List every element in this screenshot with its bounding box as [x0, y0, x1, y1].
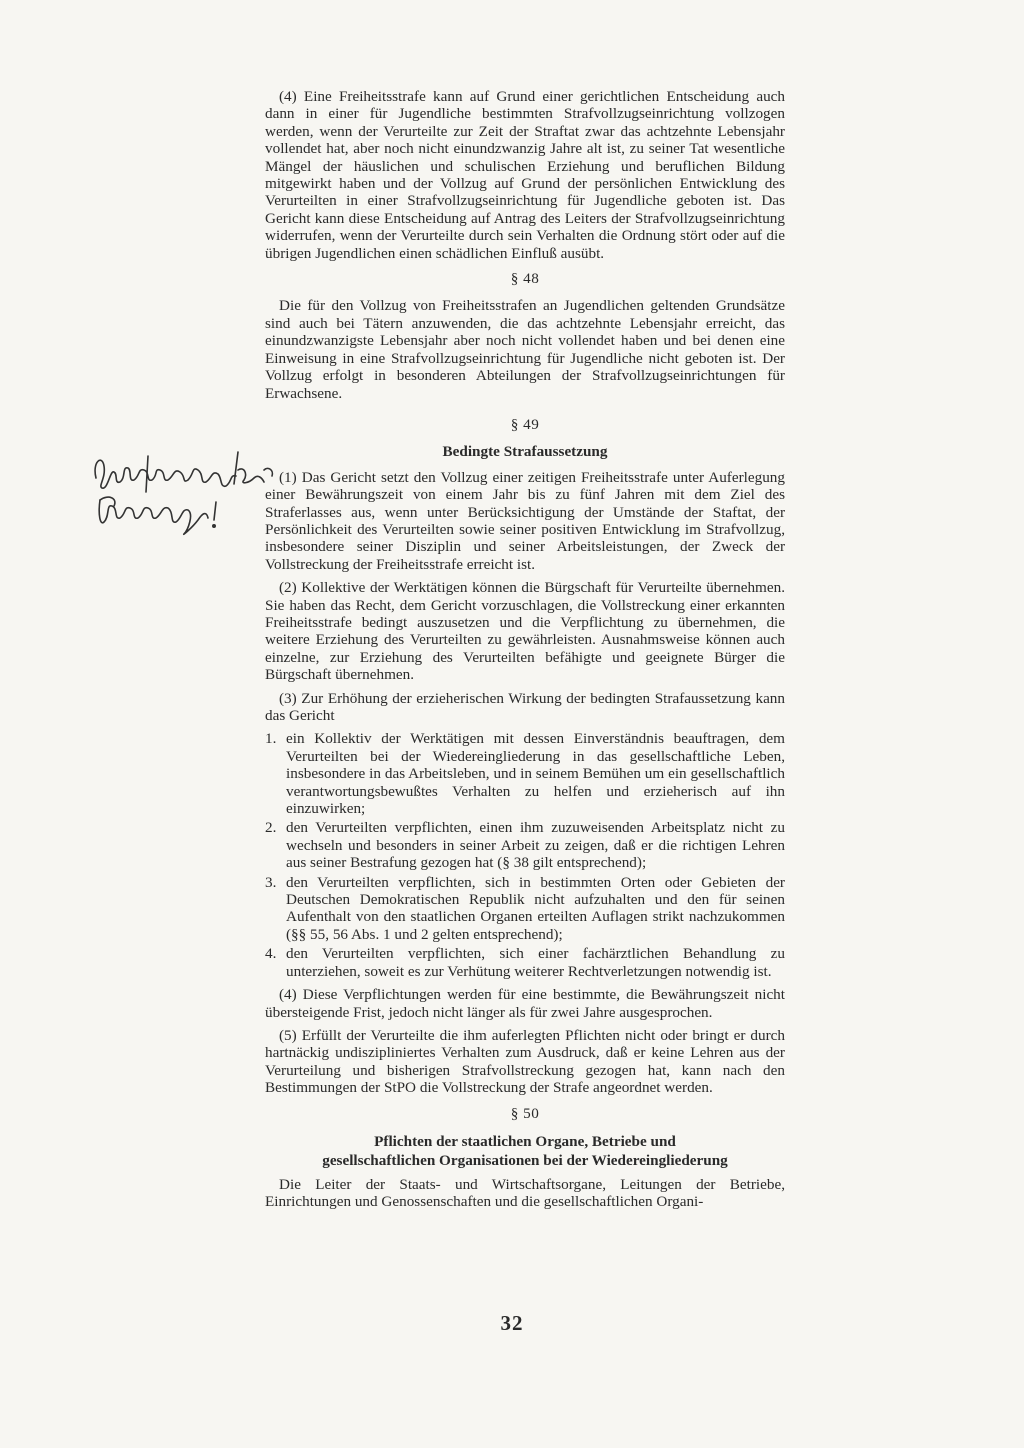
section-49-paragraph-1: (1) Das Gericht setzt den Vollzug einer zeitigen Freiheitsstrafe unter Auferlegung einer Bewährungszeit von einem Jahr bis zu fünf Jahren mit dem Ziel des Straferlasses aus, wenn unter Berücksichtigung der Umstände der Staftat, der Persönlichkeit des Verurteilten sowie seiner positiven Entwicklung im Strafvollzug, insbesondere seiner Disziplin und seiner Arbeitsleistungen, der Zweck der Vollstreckung der Freiheitsstrafe erreicht ist.: [265, 468, 785, 573]
list-item-number: 1.: [265, 730, 277, 748]
section-49-title: Bedingte Strafaussetzung: [442, 443, 608, 461]
list-item-text: den Verurteilten verpflichten, sich in bestimmten Orten oder Gebieten der Deutschen Demokratischen Republik nicht aufzuhalten und den für seinen Aufenthalt von den staatlichen Organen erteilten Auflagen strikt nachzukommen (§§ 55, 56 Abs. 1 und 2 gelten entsprechend);: [286, 873, 785, 943]
page-number: 32: [500, 1311, 524, 1335]
section-49-list: [265, 730, 785, 980]
section-50-number: § 50: [510, 1104, 540, 1122]
section-50-title: [265, 1132, 785, 1170]
handwriting-scribble-icon: [88, 448, 298, 538]
paragraph-47-4: (4) Eine Freiheitsstrafe kann auf Grund einer gerichtlichen Entscheidung auch dann in einer für Jugendliche bestimmten Strafvollzugseinrichtung vollzogen werden, wenn der Verurteilte zur Zeit der Straftat zwar das achtzehnte Lebensjahr vollendet hat, aber noch nicht einundzwanzig Jahre alt ist, zu seiner Tat wesentliche Mängel der häuslichen und schulischen Erziehung und beruflichen Bildung mitgewirkt haben und der Vollzug auf Grund der persönlichen Entwicklung des Verurteilten in einer Strafvollzugseinrichtung für Jugendliche geboten ist. Das Gericht kann diese Entscheidung auf Antrag des Leiters der Strafvollzugseinrichtung widerrufen, wenn der Verurteilte durch sein Verhalten die Ordnung stört oder auf die übrigen Jugendlichen einen schädlichen Einfluß ausübt.: [265, 88, 785, 262]
list-item: [265, 945, 785, 980]
section-48-number: § 48: [510, 270, 540, 288]
list-item-number: 2.: [265, 819, 277, 837]
handwritten-margin-note: [88, 448, 298, 538]
section-49-paragraph-5: (5) Erfüllt der Verurteilte die ihm auferlegten Pflichten nicht oder bringt er durch hartnäckig undiszipliniertes Verhalten zum Ausdruck, daß er keine Lehren aus der Verurteilung und bisherigen Strafvollstreckung gezogen hat, kann nach den Bestimmungen der StPO die Vollstreckung der Strafe angeordnet werden.: [265, 1026, 785, 1097]
section-49-paragraph-3: (3) Zur Erhöhung der erzieherischen Wirkung der bedingten Strafaussetzung kann das Gericht: [265, 689, 785, 724]
section-50-title-line-1: Pflichten der staatlichen Organe, Betriebe und: [374, 1132, 676, 1150]
list-item-text: den Verurteilten verpflichten, einen ihm zuzuweisenden Arbeitsplatz nicht zu wechseln und besonders in seiner Arbeit zu zeigen, daß er die richtigen Lehren aus seiner Bestrafung gezogen hat (§ 38 gilt entsprechend);: [286, 819, 785, 872]
list-item-text: den Verurteilten verpflichten, sich einer fachärztlichen Behandlung zu unterziehen, soweit es zur Verhütung weiterer Rechtverletzungen notwendig ist.: [286, 945, 785, 980]
list-item: [265, 819, 785, 871]
section-50-text: Die Leiter der Staats- und Wirtschaftsorgane, Leitungen der Betriebe, Einrichtungen und Genossenschaften und die gesellschaftlichen Organi-: [265, 1175, 785, 1211]
section-49-paragraph-2: (2) Kollektive der Werktätigen können die Bürgschaft für Verurteilte übernehmen. Sie haben das Recht, dem Gericht vorzuschlagen, die Vollstreckung einer erkannten Freiheitsstrafe bedingt auszusetzen und die Verpflichtung zu übernehmen, die weitere Erziehung des Verurteilten zu gewährleisten. Ausnahmsweise können auch einzelne, zur Erziehung des Verurteilten befähigte und geeignete Bürger die Bürgschaft übernehmen.: [265, 579, 785, 684]
list-item-text: ein Kollektiv der Werktätigen mit dessen Einverständnis beauftragen, dem Verurteilten bei der Wiedereingliederung in das gesellschaftliche Leben, insbesondere in das Arbeitsleben, und in seinem Bemühen um ein gesellschaftlich verantwortungsbewußtes Verhalten zu helfen und erzieherisch auf ihn einzuwirken;: [286, 730, 785, 818]
section-50-title-line-2: gesellschaftlichen Organisationen bei der Wiedereingliederung: [322, 1151, 728, 1169]
document-page: [265, 88, 785, 1211]
list-item-number: 3.: [265, 873, 277, 891]
list-item-number: 4.: [265, 945, 277, 963]
section-49-number: § 49: [510, 415, 540, 433]
section-48-text: Die für den Vollzug von Freiheitsstrafen an Jugendlichen geltenden Grundsätze sind auch bei Tätern anzuwenden, die das achtzehnte Lebensjahr erreicht, das einundzwanzigste Lebensjahr aber noch nicht vollendet haben und bei denen eine Einweisung in eine Strafvollzugseinrichtung für Jugendliche nicht geboten ist. Der Vollzug erfolgt in besonderen Abteilungen der Strafvollzugseinrichtungen für Erwachsene.: [265, 297, 785, 402]
list-item: [265, 730, 785, 817]
section-49-paragraph-4: (4) Diese Verpflichtungen werden für eine bestimmte, die Bewährungszeit nicht übersteigende Frist, jedoch nicht länger als für zwei Jahre ausgesprochen.: [265, 986, 785, 1021]
list-item: [265, 874, 785, 944]
